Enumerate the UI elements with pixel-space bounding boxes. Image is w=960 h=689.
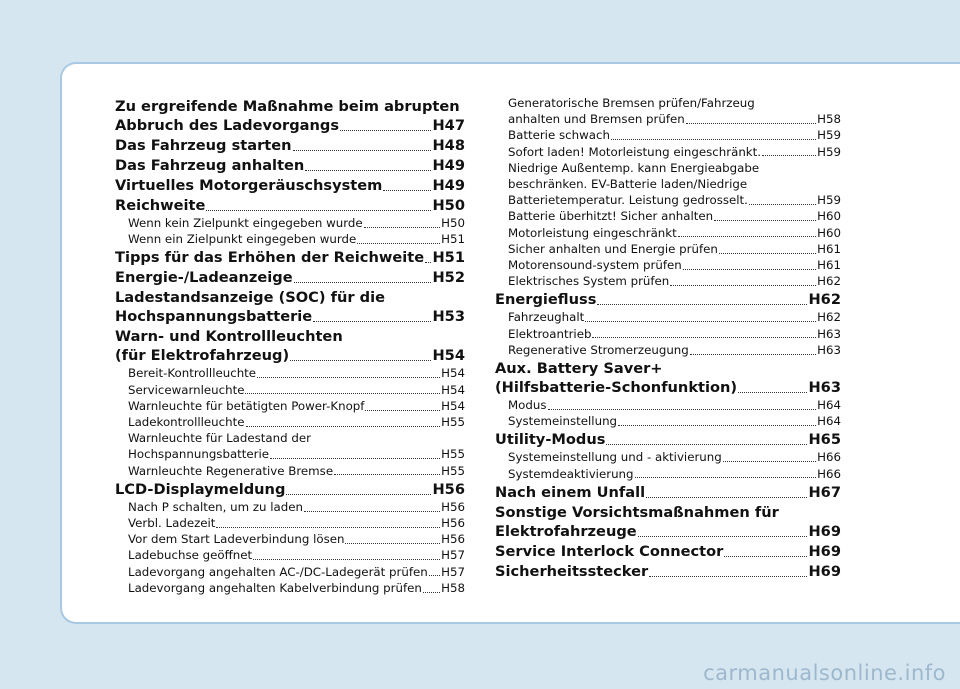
toc-entry-title: Hochspannungsbatterie [128, 447, 270, 462]
toc-entry-title: Energiefluss [495, 291, 597, 309]
toc-entry-row [508, 192, 841, 208]
toc-subentry[interactable] [115, 365, 465, 381]
dot-leader [714, 220, 816, 221]
toc-entry-row [508, 466, 841, 482]
dot-leader [313, 321, 431, 322]
toc-page-number: H61 [817, 258, 841, 273]
toc-page-number: H55 [441, 463, 465, 478]
dot-leader [597, 304, 807, 305]
toc-page-number: H59 [817, 193, 841, 208]
toc-entry-row [495, 378, 841, 397]
toc-subentry[interactable] [495, 273, 841, 289]
toc-entry-title: Bereit-Kontrollleuchte [128, 366, 257, 381]
dot-leader [686, 123, 816, 124]
toc-entry-title: Tipps für das Erhöhen der Reichweite [115, 249, 425, 267]
toc-subentry[interactable] [115, 515, 465, 531]
toc-entry-title: Das Fahrzeug starten [115, 137, 292, 154]
toc-entry-row [508, 397, 841, 413]
toc-entry-row [508, 225, 841, 241]
toc-entry-row [508, 413, 841, 429]
toc-entry-line: Ladestandsanzeige (SOC) für die [115, 289, 385, 307]
toc-entry-row [508, 326, 841, 342]
toc-entry-title: Elektroantrieb [508, 326, 592, 341]
toc-entry-title: Fahrzeughalt [508, 310, 585, 325]
toc-entry-title: Sofort laden! Motorleistung eingeschränkt. [508, 144, 762, 159]
toc-entry-row [508, 241, 841, 257]
toc-entry-row [128, 398, 465, 414]
dot-leader [635, 477, 817, 478]
toc-entry[interactable] [115, 136, 465, 155]
toc-entry-title: Elektrisches System prüfen [508, 274, 670, 289]
toc-entry-row [115, 346, 465, 365]
toc-entry-title: Warnleuchte Regenerative Bremse [128, 463, 334, 478]
toc-page-number: H51 [432, 249, 465, 267]
dot-leader [548, 409, 817, 410]
toc-subentry[interactable] [495, 208, 841, 224]
toc-entry-row [128, 446, 465, 462]
toc-entry-row [495, 562, 841, 581]
dot-leader [304, 511, 440, 512]
dot-leader [340, 130, 431, 131]
toc-entry[interactable] [495, 503, 841, 541]
toc-entry-title: Warnleuchte für betätigten Power-Knopf [128, 398, 365, 413]
toc-entry[interactable] [495, 359, 841, 397]
toc-subentry[interactable] [115, 215, 465, 231]
toc-subentry[interactable] [495, 95, 841, 127]
toc-subentry[interactable] [115, 547, 465, 563]
toc-page-number: H51 [441, 232, 465, 247]
toc-page-number: H63 [817, 342, 841, 357]
toc-page-number: H60 [817, 209, 841, 224]
toc-entry-row [495, 542, 841, 561]
toc-entry-title: (für Elektrofahrzeug) [115, 347, 290, 365]
toc-page-number: H63 [808, 379, 841, 397]
toc-entry-title: Utility-Modus [495, 431, 606, 449]
toc-page-number: H66 [817, 450, 841, 465]
dot-leader [670, 285, 816, 286]
toc-entry-row [495, 522, 841, 541]
toc-page-number: H57 [441, 548, 465, 563]
toc-entry-row [115, 268, 465, 287]
toc-entry-row [128, 215, 465, 231]
dot-leader [364, 227, 440, 228]
toc-entry-row [128, 547, 465, 563]
dot-leader [618, 425, 816, 426]
toc-subentry[interactable] [495, 326, 841, 342]
dot-leader [678, 236, 816, 237]
toc-entry-title: Ladevorgang angehalten Kabelverbindung prüfen [128, 580, 422, 595]
toc-subentry[interactable] [115, 231, 465, 247]
toc-subentry[interactable] [115, 499, 465, 515]
toc-entry-row [508, 449, 841, 465]
dot-leader [293, 150, 432, 151]
toc-entry[interactable] [115, 97, 465, 135]
toc-subentry[interactable] [495, 160, 841, 209]
toc-subentry[interactable] [495, 241, 841, 257]
dot-leader [305, 170, 431, 171]
toc-entry-title: LCD-Displaymeldung [115, 480, 286, 498]
toc-entry-line: Aux. Battery Saver+ [495, 360, 663, 378]
toc-page-number: H62 [808, 291, 841, 309]
toc-entry-row [508, 208, 841, 224]
dot-leader [257, 377, 440, 378]
toc-page-number: H67 [808, 483, 841, 501]
toc-subentry[interactable] [115, 531, 465, 547]
toc-entry-title: Sicher anhalten und Energie prüfen [508, 241, 718, 256]
dot-leader [383, 190, 431, 191]
toc-entry-title: Systemeinstellung und - aktivierung [508, 450, 722, 465]
toc-entry[interactable] [495, 430, 841, 449]
dot-leader [738, 392, 807, 393]
toc-entry[interactable] [495, 542, 841, 561]
toc-page-number: H56 [441, 532, 465, 547]
toc-subentry[interactable] [115, 463, 465, 479]
toc-page-number: H63 [817, 326, 841, 341]
dot-leader [611, 139, 816, 140]
toc-page-number: H47 [432, 117, 465, 134]
dot-leader [286, 494, 431, 495]
toc-subentry[interactable] [495, 466, 841, 482]
dot-leader [592, 337, 816, 338]
toc-entry-row [115, 248, 465, 267]
toc-entry-row [115, 156, 465, 175]
toc-entry-title: Batterietemperatur. Leistung gedrosselt. [508, 193, 748, 208]
manual-page [60, 62, 960, 624]
toc-entry-row [128, 580, 465, 596]
toc-subentry[interactable] [495, 449, 841, 465]
dot-leader [646, 497, 807, 498]
toc-entry-row [128, 531, 465, 547]
toc-subentry[interactable] [495, 257, 841, 273]
toc-entry-row [508, 273, 841, 289]
toc-page-number: H56 [432, 480, 465, 498]
toc-page-number: H62 [817, 310, 841, 325]
dot-leader [216, 527, 440, 528]
toc-entry-title: Batterie überhitzt! Sicher anhalten [508, 209, 714, 224]
toc-entry-title: Ladekontrollleuchte [128, 415, 245, 430]
toc-subentry[interactable] [495, 225, 841, 241]
toc-entry-title: Reichweite [115, 197, 206, 214]
toc-entry-line: Zu ergreifende Maßnahme beim abrupten [115, 98, 460, 115]
toc-entry-line: Generatorische Bremsen prüfen/Fahrzeug [508, 96, 755, 110]
toc-page-number: H55 [441, 447, 465, 462]
dot-leader [749, 204, 816, 205]
toc-page-number: H59 [817, 128, 841, 143]
toc-entry-row [128, 382, 465, 398]
toc-entry-row [508, 111, 841, 127]
toc-entry-title: Systemeinstellung [508, 414, 618, 429]
toc-page-number: H54 [441, 382, 465, 397]
toc-entry[interactable] [115, 480, 465, 499]
toc-entry[interactable] [115, 248, 465, 267]
toc-page-number: H64 [817, 414, 841, 429]
toc-entry-row [128, 231, 465, 247]
toc-entry-row [508, 257, 841, 273]
toc-page-number: H60 [817, 225, 841, 240]
toc-page-number: H49 [432, 177, 465, 194]
toc-entry-title: Nach P schalten, um zu laden [128, 499, 303, 514]
toc-page-number: H48 [432, 137, 465, 154]
dot-leader [253, 559, 440, 560]
toc-entry-row [495, 483, 841, 502]
dot-leader [290, 360, 431, 361]
toc-entry-title: Sicherheitsstecker [495, 562, 649, 580]
toc-entry-title: Virtuelles Motorgeräuschsystem [115, 177, 383, 194]
toc-page-number: H49 [432, 157, 465, 174]
toc-entry[interactable] [495, 483, 841, 502]
toc-entry-title: Service Interlock Connector [495, 542, 724, 560]
toc-entry[interactable] [115, 176, 465, 195]
toc-page-number: H52 [432, 269, 465, 287]
toc-page-number: H61 [817, 241, 841, 256]
dot-leader [585, 321, 816, 322]
dot-leader [649, 576, 807, 577]
toc-page-number: H56 [441, 499, 465, 514]
toc-page-number: H54 [441, 398, 465, 413]
toc-page-number: H69 [808, 522, 841, 540]
dot-leader [206, 210, 431, 211]
dot-leader [719, 253, 816, 254]
dot-leader [723, 461, 816, 462]
toc-entry-row [508, 309, 841, 325]
toc-entry-title: Das Fahrzeug anhalten [115, 157, 305, 174]
toc-subentry[interactable] [495, 397, 841, 413]
toc-entry-row [128, 365, 465, 381]
toc-entry[interactable] [115, 156, 465, 175]
toc-entry-row [115, 116, 465, 135]
toc-page-number: H50 [432, 197, 465, 214]
toc-subentry[interactable] [115, 382, 465, 398]
toc-page-number: H58 [817, 112, 841, 127]
toc-page-number: H57 [441, 564, 465, 579]
dot-leader [683, 269, 816, 270]
toc-entry-row [115, 307, 465, 326]
toc-subentry[interactable] [495, 127, 841, 143]
toc-entry[interactable] [495, 562, 841, 581]
toc-column-right [495, 95, 841, 581]
toc-entry-title: Verbl. Ladezeit [128, 516, 216, 531]
toc-entry-row [115, 480, 465, 499]
dot-leader [423, 592, 440, 593]
toc-entry-row [508, 127, 841, 143]
toc-entry-row [128, 499, 465, 515]
dot-leader [762, 155, 816, 156]
toc-entry[interactable] [495, 290, 841, 309]
watermark-text: carmanualsonline.info [703, 661, 946, 685]
toc-entry[interactable] [115, 327, 465, 365]
toc-entry-line: Niedrige Außentemp. kann Energieabgabe [508, 160, 760, 175]
toc-entry-row [508, 342, 841, 358]
toc-entry-title: anhalten und Bremsen prüfen [508, 112, 685, 127]
toc-subentry[interactable] [115, 414, 465, 430]
toc-entry-title: Motorensound-system prüfen [508, 258, 682, 273]
toc-subentry[interactable] [115, 564, 465, 580]
toc-entry-row [128, 463, 465, 479]
toc-entry-row [128, 564, 465, 580]
toc-entry-title: Wenn ein Zielpunkt eingegeben wurde [128, 232, 357, 247]
toc-entry[interactable] [115, 196, 465, 215]
toc-page-number: H54 [441, 366, 465, 381]
toc-subentry[interactable] [115, 398, 465, 414]
toc-entry-row [115, 196, 465, 215]
toc-entry-title: Modus [508, 398, 547, 413]
toc-entry-line: Sonstige Vorsichtsmaßnahmen für [495, 503, 779, 521]
toc-page-number: H50 [441, 216, 465, 230]
toc-entry-row [115, 176, 465, 195]
dot-leader [429, 575, 440, 576]
toc-page-number: H55 [441, 415, 465, 430]
toc-entry-row [115, 136, 465, 155]
dot-leader [345, 543, 440, 544]
toc-page-number: H66 [817, 466, 841, 481]
toc-entry-title: Vor dem Start Ladeverbindung lösen [128, 532, 345, 547]
toc-page-number: H69 [808, 542, 841, 560]
dot-leader [246, 426, 441, 427]
dot-leader [724, 556, 807, 557]
toc-entry-title: Ladevorgang angehalten AC-/DC-Ladegerät prüfen [128, 564, 428, 579]
dot-leader [690, 354, 816, 355]
toc-page-number: H58 [441, 580, 465, 595]
toc-entry-row [128, 414, 465, 430]
dot-leader [270, 458, 440, 459]
toc-subentry[interactable] [115, 430, 465, 462]
toc-entry-title: Motorleistung eingeschränkt [508, 225, 677, 240]
toc-entry-row [495, 290, 841, 309]
toc-entry-row [508, 144, 841, 160]
toc-page-number: H54 [432, 347, 465, 365]
toc-entry-line: beschränken. EV-Batterie laden/Niedrige [508, 177, 748, 192]
toc-entry-title: Nach einem Unfall [495, 483, 646, 501]
dot-leader [334, 474, 440, 475]
toc-entry-title: Regenerative Stromerzeugung [508, 342, 689, 357]
toc-entry-title: Elektrofahrzeuge [495, 522, 637, 540]
dot-leader [365, 410, 440, 411]
toc-entry[interactable] [115, 268, 465, 287]
toc-subentry[interactable] [115, 580, 465, 596]
dot-leader [357, 243, 440, 244]
toc-entry-line: Warnleuchte für Ladestand der [128, 431, 311, 446]
toc-entry-title: Energie-/Ladeanzeige [115, 269, 293, 287]
toc-page-number: H65 [808, 431, 841, 449]
toc-entry-title: (Hilfsbatterie-Schonfunktion) [495, 379, 738, 397]
dot-leader [245, 393, 440, 394]
toc-page-number: H59 [817, 144, 841, 159]
dot-leader [606, 444, 807, 445]
toc-entry-title: Hochspannungsbatterie [115, 308, 313, 326]
toc-entry-title: Abbruch des Ladevorgangs [115, 117, 340, 134]
toc-entry-row [495, 430, 841, 449]
toc-entry-title: Servicewarnleuchte [128, 382, 245, 397]
toc-entry-title: Wenn kein Zielpunkt eingegeben wurde [128, 216, 363, 230]
toc-page-number: H62 [817, 274, 841, 289]
toc-page-number: H56 [441, 516, 465, 531]
toc-entry-row [128, 515, 465, 531]
toc-subentry[interactable] [495, 309, 841, 325]
toc-subentry[interactable] [495, 144, 841, 160]
toc-entry[interactable] [115, 288, 465, 326]
toc-page-number: H53 [432, 308, 465, 326]
toc-column-left [115, 97, 465, 596]
toc-page-number: H64 [817, 398, 841, 413]
dot-leader [294, 282, 432, 283]
toc-entry-line: Warn- und Kontrollleuchten [115, 328, 343, 346]
toc-entry-title: Ladebuchse geöffnet [128, 548, 253, 563]
toc-entry-title: Systemdeaktivierung [508, 466, 634, 481]
toc-entry-title: Batterie schwach [508, 128, 610, 143]
dot-leader [425, 262, 431, 263]
toc-subentry[interactable] [495, 342, 841, 358]
toc-page-number: H69 [808, 562, 841, 580]
toc-subentry[interactable] [495, 413, 841, 429]
dot-leader [638, 536, 808, 537]
